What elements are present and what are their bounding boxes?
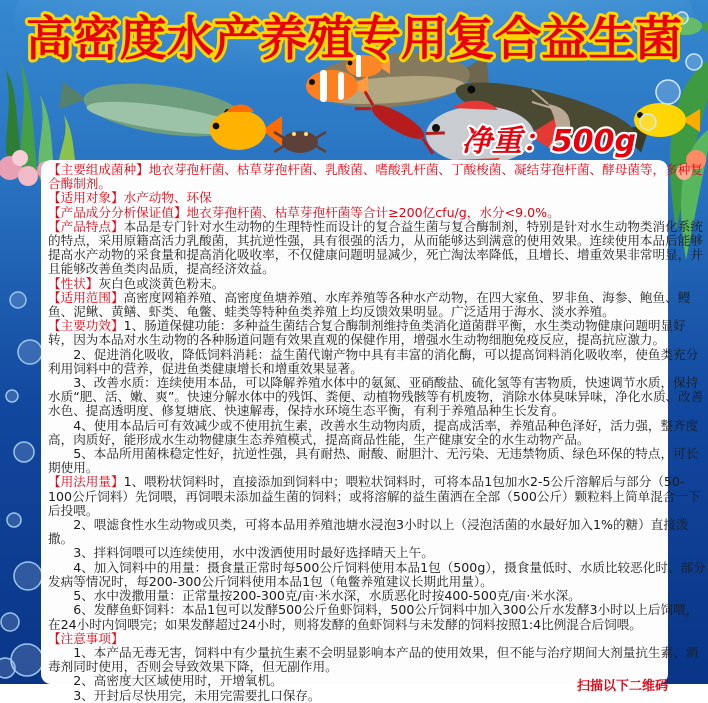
effects-item: 5、本品所用菌株稳定性好，抗逆性强，具有耐热、耐酸、耐胆汁、无污染、无违禁物质、绿色环保的特点，可长期使用。: [48, 446, 699, 476]
section-text: 地衣芽孢杆菌、枯草芽孢杆菌、乳酸菌、嗜酸乳杆菌、丁酸梭菌、凝结芽孢杆菌、酵母菌等，多种复合酶制剂。: [48, 162, 703, 192]
section-usage: [48, 475, 706, 518]
section-text: 本品是专门针对水生动物的生理特性而设计的复合益生菌与复合酶制剂，特别是针对水生动物类消化系统的特点，采用原籍高活力乳酸菌，其抗逆性强，具有很强的活力，从而能够达到满意的使用效果。连续使用本品后能够提高水产动物的采食量和提高消化吸收率，不仅健康问题明显减少，死亡淘汰率降低，且增长、增重效果非常明显，并且能够改善鱼类肉品质，提高经济效益。: [48, 218, 703, 277]
section-label: 【用法用量】: [48, 474, 124, 490]
usage-item: 5、水中泼撒用量：正常量按200-300克/亩·米水深，水质恶化时按400-500克/亩·米水深。: [73, 588, 581, 604]
effects-item: 1、肠道保健功能：多种益生菌结合复合酶制剂维持鱼类消化道菌群平衡，水生类动物健康问题明显好转，因为本品对水生动物的各种肠道问题有效果直观的保健作用，增强水生动物细胞免疫反应，提高抗应激力。: [48, 318, 686, 348]
section-appearance: [48, 277, 706, 291]
precaution-item: 3、开封后尽快用完，未用完需要扎口保存。: [73, 687, 321, 703]
info-panel-text: [48, 163, 706, 703]
section-features: [48, 220, 706, 277]
section-text: 灰白色或淡黄色粉末。: [98, 275, 225, 291]
section-scope: [48, 291, 706, 319]
usage-item: 1、喂粉状饲料时，直接添加到饲料中；喂粒状饲料时，可将本品1包加水2-5公斤溶解后与部分（50-100公斤饲料）先饲喂，再饲喂未添加益生菌的饲料；或将溶解的益生菌洒在全部（500公斤）颗粒料上简单混合一下后投喂。: [48, 474, 701, 518]
section-text: 地衣芽孢杆菌、枯草芽孢杆菌等合计≥200亿cfu/g，水分<9.0%。: [186, 204, 560, 220]
section-target: [48, 191, 706, 205]
section-label: 【主要组成菌种】: [48, 162, 149, 177]
usage-item: 3、拌料饲喂可以连续使用，水中泼洒使用时最好选择晴天上午。: [73, 545, 434, 561]
product-title: 高密度水产养殖专用复合益生菌: [26, 12, 682, 67]
precaution-item: 2、高密度大区域使用时，开增氧机。: [73, 673, 283, 689]
section-effects: [48, 319, 706, 347]
section-guarantee: [48, 206, 706, 220]
section-label: 【主要功效】: [48, 318, 124, 334]
section-label: 【产品特点】: [48, 218, 124, 234]
section-label: 【产品成分分析保证值】: [48, 204, 187, 220]
section-label: 【适用范围】: [48, 289, 124, 305]
section-text: 水产动物、环保: [123, 190, 212, 206]
section-text: 高密度网箱养殖、高密度鱼塘养殖、水库养殖等各种水产动物，在四大家鱼、罗非鱼、海参、鲍鱼、鳗鱼、泥鳅、黄鳝、虾类、龟鳖、蛙类等特种鱼类养殖上均反馈效果明显。广泛适用于海水、淡水养殖。: [48, 289, 691, 320]
effects-item: 3、改善水质：连续使用本品，可以降解养殖水体中的氨氮、亚硝酸盐、硫化氢等有害物质，快速调节水质，保持水质“肥、活、嫩、爽”。快速分解水体中的残饵、粪便、动植物残骸等有机废物，消除水体臭味异味，净化水质、改善水色、提高透明度、修复塘底、快速解毒，保持水环境生态平衡，有利于养殖品种生长发育。: [48, 375, 704, 419]
effects-item: 4、使用本品后可有效减少或不使用抗生素，改善水生动物肉质，提高成活率，养殖品种色泽好，活力强，整齐度高，肉质好，能形成水生动物健康生态养殖模式，提高商品性能，生产健康安全的水生动物产品。: [48, 417, 699, 447]
title-banner: [0, 5, 708, 71]
section-precautions-label: 【注意事项】: [48, 630, 124, 646]
usage-item: 2、喂滤食性水生动物或贝类，可将本品用养殖池塘水浸泡3小时以上（浸泡活菌的水最好加入1%的糖）直接泼撒。: [48, 517, 689, 547]
section-main-strains: [48, 163, 706, 191]
precaution-item: 1、本产品无毒无害，饲料中有少量抗生素不会明显影响本产品的使用效果，但不能与治疗期间大剂量抗生素、消毒剂同时使用，否则会导致效果下降，但无副作用。: [48, 644, 699, 675]
qr-note: 扫描以下二维码: [577, 679, 669, 694]
section-label: 【适用对象】: [48, 190, 124, 206]
net-weight-banner: [424, 116, 674, 164]
usage-item: 4、加入饲料中的用量：摄食量正常时每500公斤饲料使用本品1包（500g），摄食量低时、水质比较恶化时、部分发病等情况时，每200-300公斤饲料使用本品1包（龟鳖养殖建议长期此用量）。: [48, 559, 706, 589]
effects-item: 2、促进消化吸收，降低饲料消耗：益生菌代谢产物中具有丰富的消化酶，可以提高饲料消化吸收率，使鱼类充分利用饲料中的营养，促进鱼类健康增长和增重效果显著。: [48, 346, 699, 376]
net-weight: 净重：500g: [461, 124, 637, 159]
section-label: 【性状】: [48, 275, 99, 291]
usage-item: 6、发酵鱼虾饲料：本品1包可以发酵500公斤鱼虾饲料，500公斤饲料中加入300公斤水发酵3小时以上后饲喂，在24小时内饲喂完；如果发酵超过24小时，则将发酵的鱼虾饲料与未发酵的饲料按照1:4比例混合后饲喂。: [48, 602, 699, 632]
